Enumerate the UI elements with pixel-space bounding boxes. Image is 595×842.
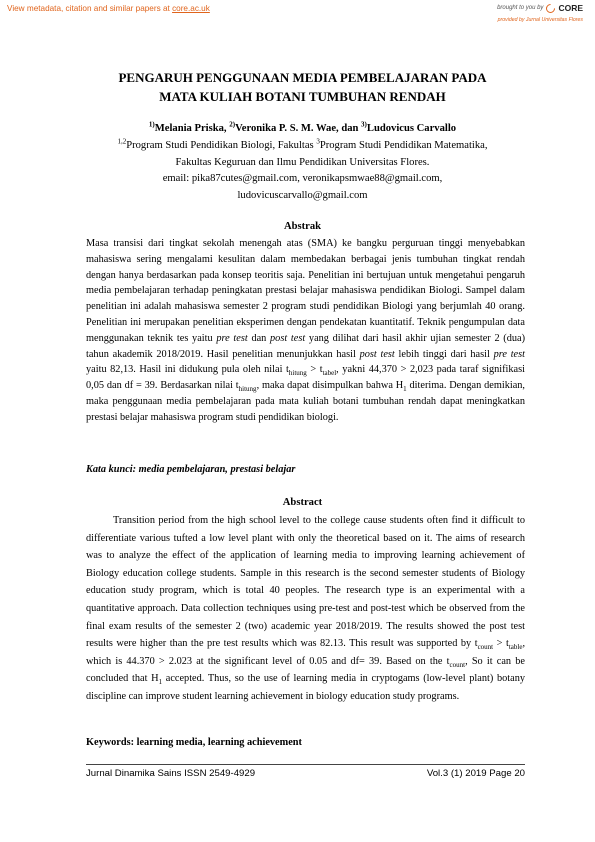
author-list xyxy=(60,120,545,134)
abstrak-italic: pre test xyxy=(216,332,248,344)
core-logo: CORE xyxy=(558,3,583,13)
core-logo-icon xyxy=(545,2,558,15)
core-metadata-label: View metadata, citation and similar papers at xyxy=(7,4,173,13)
abstrak-italic: post test xyxy=(270,332,306,344)
affiliation-marker-2: 3 xyxy=(316,137,320,146)
affiliation-marker-1: 1,2 xyxy=(117,137,127,146)
abstrak-subscript: tabel xyxy=(322,369,337,378)
title-line-1: PENGARUH PENGGUNAAN MEDIA PEMBELAJARAN PADA xyxy=(118,70,487,85)
brought-by-text: brought to you by xyxy=(497,5,544,11)
paper-title xyxy=(60,68,545,106)
author-2-marker: 2) xyxy=(229,120,236,129)
core-link[interactable]: core.ac.uk xyxy=(172,4,210,13)
abstrak-italic: post test xyxy=(359,348,395,360)
provided-by-text[interactable]: provided by Jurnal Universitas Flores xyxy=(497,17,583,23)
abstrak-subscript: 1 xyxy=(403,385,407,394)
abstrak-body xyxy=(86,236,525,426)
abstract-subscript: count xyxy=(477,643,494,652)
keywords: Keywords: learning media, learning achievement xyxy=(86,737,302,748)
email-line-2: ludovicuscarvallo@gmail.com xyxy=(237,189,368,201)
abstrak-subscript: hitung xyxy=(288,369,307,378)
core-banner xyxy=(0,0,595,28)
footer-divider xyxy=(86,764,525,765)
affiliation-line-1 xyxy=(60,138,545,155)
author-3-marker: 3) xyxy=(361,120,367,129)
affiliation-biology: Program Studi Pendidikan Biologi, Fakultas xyxy=(126,140,317,151)
abstrak-text: diterima. Dengan demikian, maka penggunaan media pembelajaran pada mata kuliah botani tumbuhan rendah dapat meningkatkan prestasi belajar mahasiswa program studi pendidikan biologi. xyxy=(86,380,525,423)
abstrak-text: dan xyxy=(247,332,271,344)
abstrak-text: , yakni 44,370 > 2,023 pada taraf signifikasi 0,05 dan df = 39. Berdasarkan nilai t xyxy=(86,364,525,392)
abstract-text: > t xyxy=(493,638,509,650)
core-brought-by[interactable] xyxy=(497,3,583,13)
affiliation-math: Program Studi Pendidikan Matematika, xyxy=(319,140,488,151)
abstract-heading: Abstract xyxy=(282,497,323,508)
author-2: Veronika P. S. M. Wae, dan xyxy=(235,123,362,134)
core-metadata-text[interactable] xyxy=(7,4,210,13)
page-info: Vol.3 (1) 2019 Page 20 xyxy=(426,768,525,779)
abstract-text: , So it can be concluded that H xyxy=(86,655,525,685)
kata-kunci: Kata kunci: media pembelajaran, prestasi belajar xyxy=(86,464,296,475)
author-1-marker: 1) xyxy=(148,120,155,129)
abstrak-text: yang dilihat dari hasil akhir ujian semester 2 (dua) tahun akademik 2018/2019. Hasil penelitian menunjukkan hasil xyxy=(86,332,526,360)
abstrak-heading: Abstrak xyxy=(283,221,322,232)
affiliation-line-2: Fakultas Keguruan dan Ilmu Pendidikan Universitas Flores. xyxy=(175,156,430,168)
abstract-body xyxy=(86,512,525,706)
abstrak-text: > t xyxy=(306,364,323,376)
abstrak-text: yaitu 82,13. Hasil ini didukung pula oleh nilai t xyxy=(86,364,289,376)
author-1: Melania Priska, xyxy=(154,123,230,134)
journal-info: Jurnal Dinamika Sains ISSN 2549-4929 xyxy=(86,768,256,779)
abstrak-subscript: hitung xyxy=(238,385,257,394)
abstract-text: Transition period from the high school level to the college cause students often find it difficult to differentiate various tufted a low level plant with only the theoretical based on it. The aims of research was to analyze the effect of the application of learning media to improving learning achievement of Biology education college students. Sample in this research is the second semester students of Biology education study program, which is total 40 peoples. The research type is an experimental with a quantitative approach. Data collection techniques using pre-test and post-test which be observed from the final exam results of the semester 2 (two) academic year 2018/2019. The results showed the post test results were higher than the pre test results which was 82.13. This result was supported by t xyxy=(86,515,525,650)
abstract-subscript: 1 xyxy=(158,678,163,687)
author-3: Ludovicus Carvallo xyxy=(366,123,457,134)
abstract-subscript: table xyxy=(508,643,523,652)
title-line-2: MATA KULIAH BOTANI TUMBUHAN RENDAH xyxy=(159,89,446,104)
abstrak-text: Masa transisi dari tingkat sekolah menengah atas (SMA) ke bangku perguruan tinggi menyebabkan mahasiswa sering mengalami kesulitan dalam membedakan berbagai jenis tumbuhan tingkat rendah dengan hanya berdasarkan pada konsep teoritis saja. Penelitian ini bertujuan untuk mengetahui pengaruh media pembelajaran terhadap peningkatan prestasi belajar mahasiswa pendidikan Biologi. Sampel dalam penelitian ini adalah mahasiswa semester 2 program studi pendidikan Biologi yang berjumlah 40 orang. Penelitian ini merupakan penelitian eksperimen dengan pendekatan kuantitatif. Teknik pengumpulan data menggunakan teknik tes yaitu xyxy=(86,238,525,344)
abstract-text: , which is 44.370 > 2.023 at the significant level of 0.05 and df= 39. Based on the t xyxy=(86,638,526,667)
abstrak-italic: pre test xyxy=(493,348,525,360)
page-footer xyxy=(86,768,525,779)
email-line-1: email: pika87cutes@gmail.com, veronikapsmwae88@gmail.com, xyxy=(162,173,443,184)
abstract-text: accepted. Thus, so the use of learning media in cryptogams (low-level plant) botany discipline can improve student learning achievement in biology education study programs. xyxy=(86,673,525,702)
abstract-subscript: count xyxy=(449,660,466,669)
abstrak-text: lebih tinggi dari hasil xyxy=(394,348,494,360)
abstrak-text: , maka dapat disimpulkan bahwa H xyxy=(256,380,404,392)
affiliation xyxy=(60,138,545,204)
